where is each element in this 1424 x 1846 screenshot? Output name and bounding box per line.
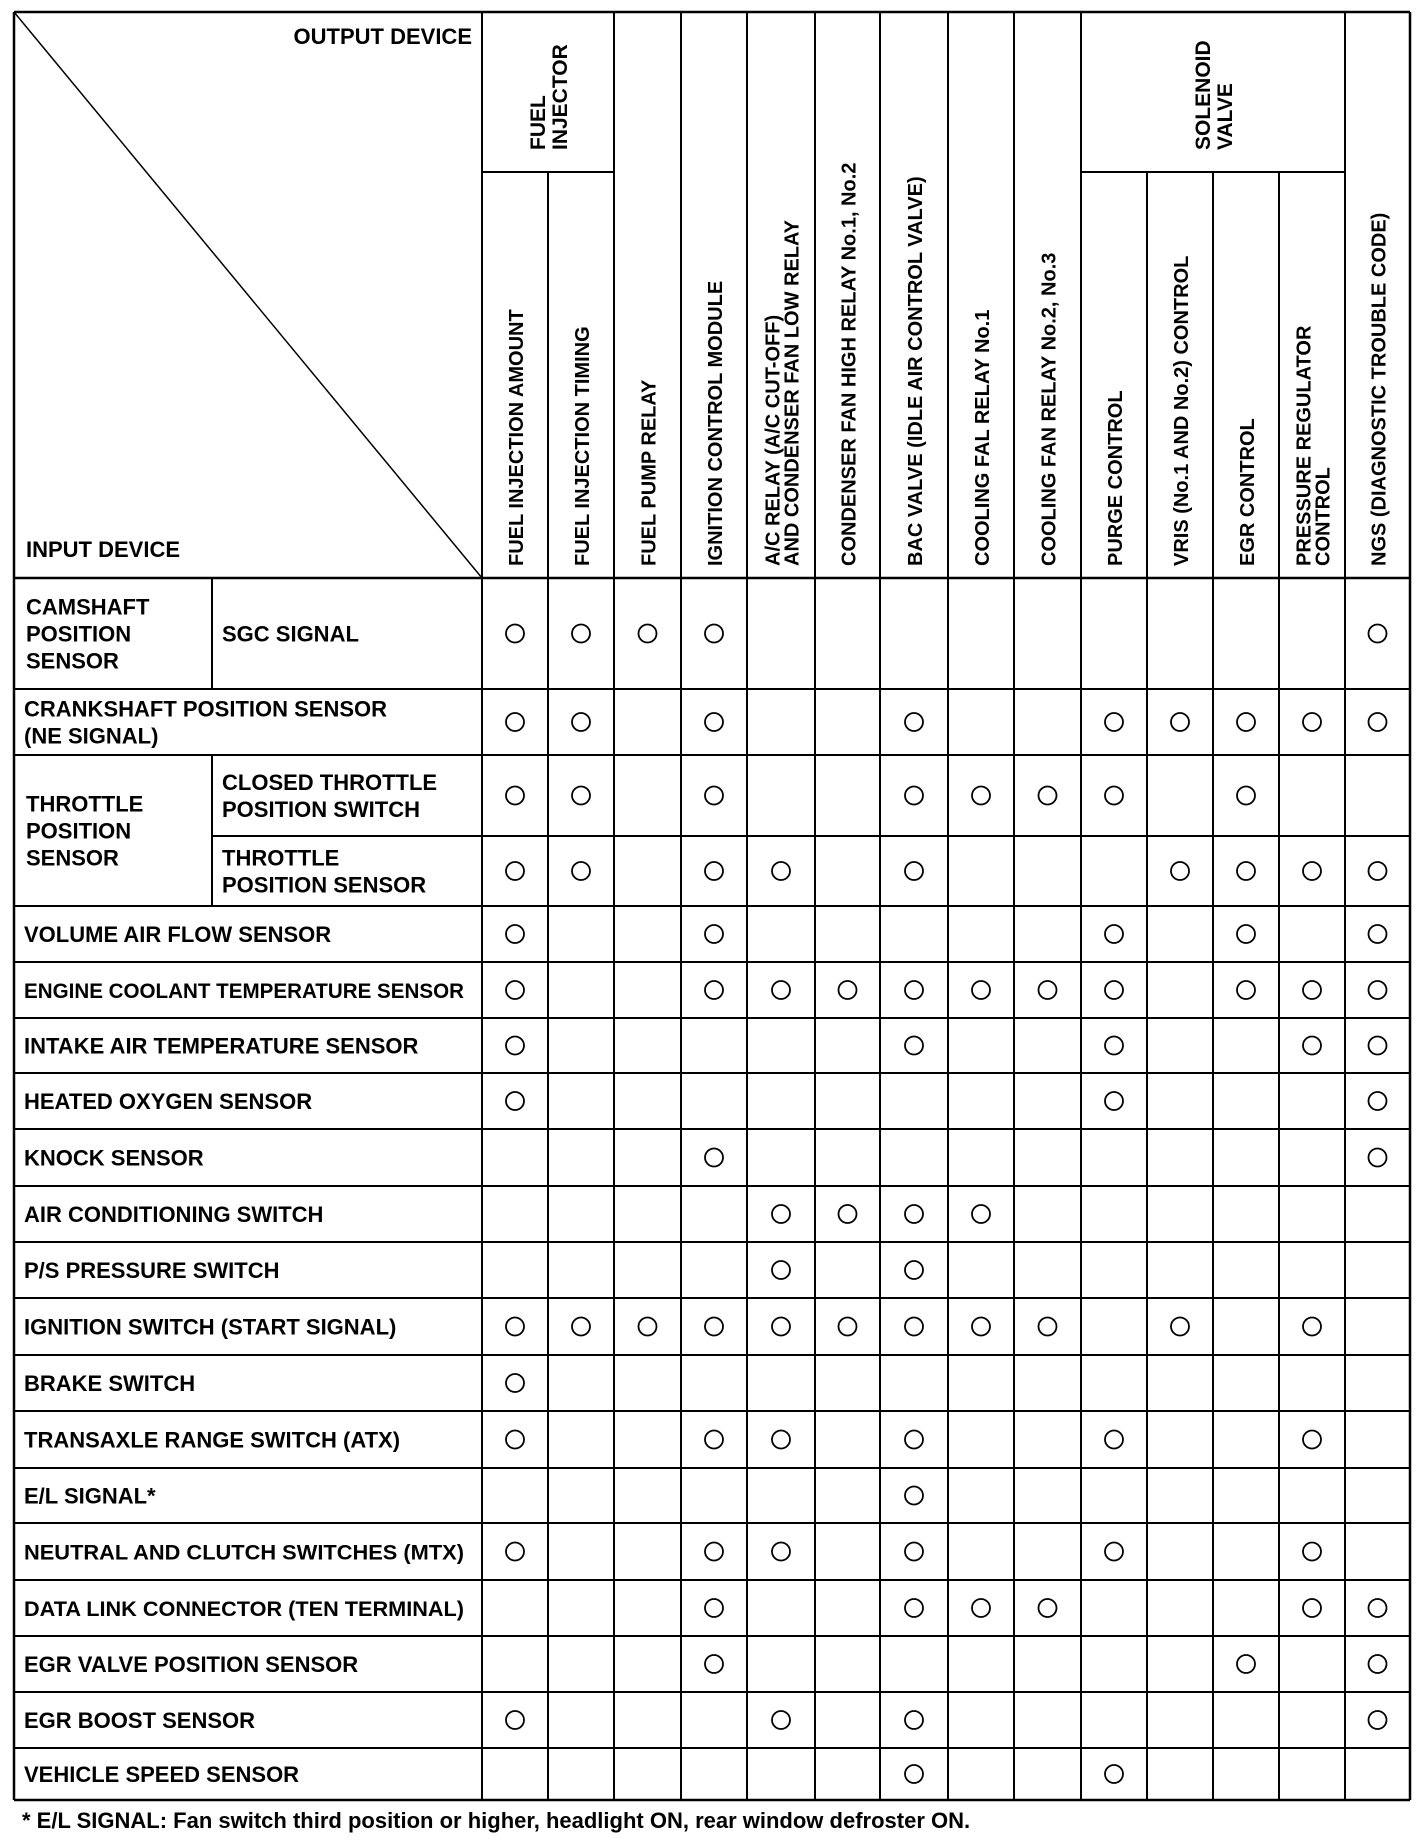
circle-mark: [572, 713, 590, 731]
circle-mark: [1105, 1765, 1123, 1783]
column-header: FUEL INJECTION AMOUNT: [506, 309, 528, 566]
circle-mark: [1369, 713, 1387, 731]
circle-mark: [772, 1318, 790, 1336]
circle-mark: [705, 1655, 723, 1673]
circle-mark: [905, 1711, 923, 1729]
circle-mark: [1237, 862, 1255, 880]
circle-mark: [972, 1599, 990, 1617]
circle-mark: [1105, 925, 1123, 943]
circle-mark: [506, 1711, 524, 1729]
column-header: BAC VALVE (IDLE AIR CONTROL VALVE): [905, 176, 927, 566]
circle-mark: [905, 713, 923, 731]
circle-mark: [905, 1431, 923, 1449]
circle-mark: [506, 1431, 524, 1449]
circle-mark: [705, 1318, 723, 1336]
circle-mark: [1237, 1655, 1255, 1673]
footnote: * E/L SIGNAL: Fan switch third position or higher, headlight ON, rear window defroster ON.: [22, 1808, 971, 1833]
circle-mark: [639, 625, 657, 643]
circle-mark: [1369, 1037, 1387, 1055]
circle-mark: [839, 1318, 857, 1336]
circle-mark: [772, 1205, 790, 1223]
circle-mark: [1303, 1543, 1321, 1561]
column-header: A/C RELAY (A/C CUT-OFF): [762, 314, 785, 566]
circle-mark: [905, 1261, 923, 1279]
column-header: PRESSURE REGULATOR: [1293, 325, 1316, 566]
row-label: POSITION SWITCH: [222, 797, 420, 822]
circle-mark: [1303, 713, 1321, 731]
circle-mark: [1303, 1431, 1321, 1449]
circle-mark: [506, 1318, 524, 1336]
row-label: DATA LINK CONNECTOR (TEN TERMINAL): [24, 1598, 464, 1621]
circle-mark: [1039, 1599, 1057, 1617]
row-label: P/S PRESSURE SWITCH: [24, 1258, 280, 1283]
group-label: SOLENOID: [1192, 40, 1215, 150]
circle-mark: [1105, 787, 1123, 805]
circle-mark: [905, 862, 923, 880]
row-label: THROTTLE: [222, 845, 340, 871]
circle-mark: [705, 862, 723, 880]
column-header: CONDENSER FAN HIGH RELAY No.1, No.2: [838, 162, 861, 566]
circle-mark: [572, 1318, 590, 1336]
row-label: EGR BOOST SENSOR: [24, 1708, 256, 1733]
circle-mark: [1105, 1431, 1123, 1449]
circle-mark: [1303, 1599, 1321, 1617]
circle-mark: [705, 925, 723, 943]
table-grid: [14, 12, 1410, 1800]
circle-mark: [1237, 713, 1255, 731]
circle-mark: [705, 713, 723, 731]
group-label: VALVE: [1214, 83, 1237, 150]
circle-mark: [905, 1487, 923, 1505]
circle-mark: [705, 787, 723, 805]
circle-mark: [1369, 981, 1387, 999]
input-device-label: INPUT DEVICE: [26, 537, 181, 562]
circle-mark: [1171, 862, 1189, 880]
column-header: VRIS (No.1 AND No.2) CONTROL: [1171, 255, 1193, 566]
circle-mark: [1105, 713, 1123, 731]
circle-mark: [1237, 787, 1255, 805]
circle-mark: [1105, 981, 1123, 999]
circle-mark: [772, 981, 790, 999]
circle-mark: [1303, 981, 1321, 999]
row-label: CLOSED THROTTLE: [222, 770, 438, 795]
circle-mark: [1171, 713, 1189, 731]
circle-mark: [905, 1599, 923, 1617]
circle-mark: [705, 1149, 723, 1167]
circle-mark: [1369, 925, 1387, 943]
circle-mark: [972, 1318, 990, 1336]
circle-mark: [1039, 787, 1057, 805]
row-label: TRANSAXLE RANGE SWITCH (ATX): [24, 1427, 401, 1453]
circle-mark: [1369, 1711, 1387, 1729]
row-label: CRANKSHAFT POSITION SENSOR: [24, 696, 388, 722]
circle-mark: [1105, 1543, 1123, 1561]
column-header: PURGE CONTROL: [1105, 390, 1127, 566]
circle-mark: [506, 1543, 524, 1561]
row-label: AIR CONDITIONING SWITCH: [24, 1202, 324, 1227]
table-marks: [506, 625, 1387, 1784]
circle-mark: [905, 787, 923, 805]
circle-mark: [972, 981, 990, 999]
circle-mark: [1303, 1037, 1321, 1055]
row-label: SGC SIGNAL: [222, 621, 359, 647]
column-header: AND CONDENSER FAN LOW RELAY: [781, 220, 804, 566]
column-header: EGR CONTROL: [1237, 418, 1259, 566]
circle-mark: [506, 925, 524, 943]
row-label: KNOCK SENSOR: [24, 1145, 204, 1171]
circle-mark: [1105, 1092, 1123, 1110]
output-device-label: OUTPUT DEVICE: [293, 24, 472, 49]
circle-mark: [772, 1261, 790, 1279]
circle-mark: [1369, 1092, 1387, 1110]
circle-mark: [905, 1318, 923, 1336]
circle-mark: [1369, 1655, 1387, 1673]
circle-mark: [772, 1431, 790, 1449]
circle-mark: [506, 1092, 524, 1110]
circle-mark: [705, 625, 723, 643]
circle-mark: [905, 1037, 923, 1055]
circle-mark: [572, 787, 590, 805]
column-header: IGNITION CONTROL MODULE: [705, 280, 727, 566]
circle-mark: [506, 862, 524, 880]
circle-mark: [1039, 981, 1057, 999]
circle-mark: [1303, 862, 1321, 880]
circle-mark: [905, 1205, 923, 1223]
row-group-label: POSITION: [26, 621, 132, 647]
corner-diagonal: [14, 12, 482, 578]
row-label: HEATED OXYGEN SENSOR: [24, 1089, 313, 1114]
circle-mark: [772, 862, 790, 880]
row-label: POSITION SENSOR: [222, 872, 427, 898]
circle-mark: [705, 1431, 723, 1449]
row-label: INTAKE AIR TEMPERATURE SENSOR: [24, 1033, 419, 1059]
circle-mark: [705, 1543, 723, 1561]
circle-mark: [506, 1037, 524, 1055]
circle-mark: [1237, 981, 1255, 999]
circle-mark: [972, 787, 990, 805]
column-header: FUEL PUMP RELAY: [638, 379, 661, 566]
circle-mark: [1303, 1318, 1321, 1336]
circle-mark: [572, 625, 590, 643]
circle-mark: [1105, 1037, 1123, 1055]
column-header: CONTROL: [1312, 467, 1335, 566]
circle-mark: [506, 981, 524, 999]
circle-mark: [506, 1374, 524, 1392]
row-label: NEUTRAL AND CLUTCH SWITCHES (MTX): [24, 1541, 464, 1565]
circle-mark: [1171, 1318, 1189, 1336]
circle-mark: [705, 981, 723, 999]
row-label: EGR VALVE POSITION SENSOR: [24, 1652, 359, 1677]
circle-mark: [572, 862, 590, 880]
row-label: BRAKE SWITCH: [24, 1371, 196, 1396]
circle-mark: [705, 1599, 723, 1617]
circle-mark: [639, 1318, 657, 1336]
row-label: E/L SIGNAL*: [24, 1483, 156, 1509]
circle-mark: [1369, 862, 1387, 880]
column-header: FUEL INJECTION TIMING: [572, 326, 594, 566]
row-group-label: POSITION: [26, 818, 132, 844]
circle-mark: [772, 1543, 790, 1561]
column-header: NGS (DIAGNOSTIC TROUBLE CODE): [1368, 212, 1391, 566]
circle-mark: [506, 625, 524, 643]
row-label: VOLUME AIR FLOW SENSOR: [24, 922, 332, 947]
column-header: COOLING FAL RELAY No.1: [972, 309, 994, 566]
circle-mark: [905, 1765, 923, 1783]
circle-mark: [905, 981, 923, 999]
row-label: VEHICLE SPEED SENSOR: [24, 1762, 300, 1787]
row-label: ENGINE COOLANT TEMPERATURE SENSOR: [24, 980, 464, 1003]
circle-mark: [1039, 1318, 1057, 1336]
group-label: FUEL: [527, 95, 550, 150]
group-label: INJECTOR: [549, 44, 572, 150]
row-group-label: SENSOR: [26, 648, 119, 674]
circle-mark: [1369, 625, 1387, 643]
circle-mark: [839, 981, 857, 999]
circle-mark: [1237, 925, 1255, 943]
row-group-label: THROTTLE: [26, 791, 144, 817]
row-label: IGNITION SWITCH (START SIGNAL): [24, 1314, 397, 1340]
circle-mark: [506, 787, 524, 805]
circle-mark: [1369, 1599, 1387, 1617]
circle-mark: [1369, 1149, 1387, 1167]
row-group-label: SENSOR: [26, 845, 119, 871]
column-header: COOLING FAN RELAY No.2, No.3: [1038, 252, 1061, 566]
circle-mark: [905, 1543, 923, 1561]
circle-mark: [772, 1711, 790, 1729]
circle-mark: [839, 1205, 857, 1223]
row-label: (NE SIGNAL): [24, 723, 159, 749]
circle-mark: [972, 1205, 990, 1223]
row-group-label: CAMSHAFT: [26, 594, 150, 620]
circle-mark: [506, 713, 524, 731]
